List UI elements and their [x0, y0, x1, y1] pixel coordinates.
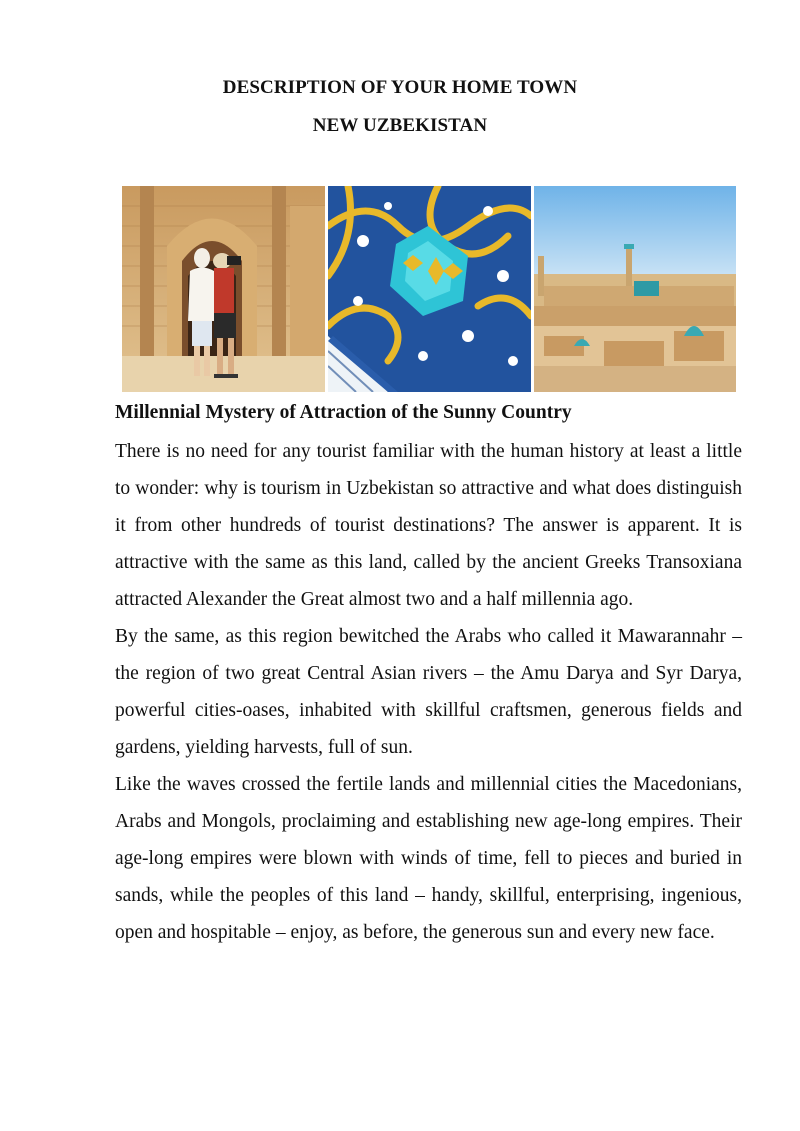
paragraph: There is no need for any tourist familiar with the human history at least a little to wonder: why is tourism in Uzbekistan so attractive and what does distinguish it from other hundreds of tourist destinations? The answer is apparent. It is attractive with the same as this land, called by the ancient Greeks Transoxiana attracted Alexander the Great almost two and a half millennia ago. [115, 441, 742, 610]
tourists-at-arch-photo [122, 186, 325, 392]
paragraph: Like the waves crossed the fertile lands and millennial cities the Macedonians, Arabs and Mongols, proclaiming and establishing new age-long empires. Their age-long empires were blown with winds of time, fell to pieces and buried in sands, while the peoples of this land – handy, skillful, enterprising, ingenious, open and hospitable – enjoy, as before, the generous sun and every new face. [115, 774, 742, 943]
section-heading: Millennial Mystery of Attraction of the Sunny Country [115, 402, 572, 423]
old-city-panorama-photo [534, 186, 736, 392]
document-title: DESCRIPTION OF YOUR HOME TOWN [222, 77, 578, 98]
photo-strip [122, 186, 736, 392]
blue-yellow-mosaic-tile-photo [328, 186, 531, 392]
paragraph: By the same, as this region bewitched the Arabs who called it Mawarannahr – the region of two great Central Asian rivers – the Amu Darya and Syr Darya, powerful cities-oases, inhabited with skillful craftsmen, generous fields and gardens, yielding harvests, full of sun. [115, 626, 742, 758]
document-subtitle: NEW UZBEKISTAN [312, 115, 488, 136]
body-text [115, 433, 742, 951]
